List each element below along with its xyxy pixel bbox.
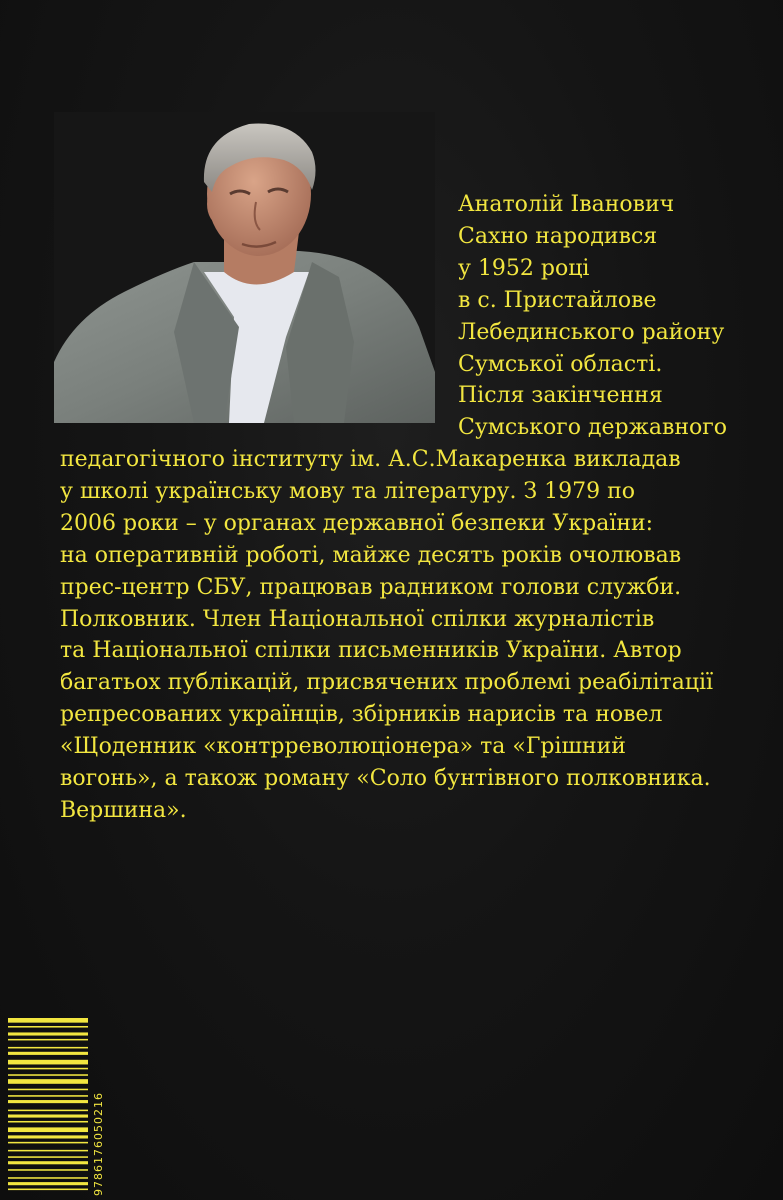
barcode-bar <box>8 1068 88 1070</box>
barcode-bar <box>8 1060 88 1065</box>
bio-line: на оперативній роботі, майже десять років очолював <box>60 542 682 568</box>
bio-line: багатьох публікацій, присвячених проблемі реабілітації <box>60 670 714 696</box>
bio-line: прес-центр СБУ, працював радником голови служби. <box>60 574 682 600</box>
barcode-bars <box>8 1018 88 1190</box>
bio-line: «Щоденник «контрреволюціонера» та «Грішний <box>60 734 626 760</box>
barcode-bar <box>8 1127 88 1132</box>
bio-line: Анатолій Іванович <box>458 192 675 217</box>
bio-line: 2006 роки – у органах державної безпеки України: <box>60 510 654 536</box>
barcode-bar <box>8 1156 88 1158</box>
barcode-bar <box>8 1189 88 1191</box>
barcode-bar <box>8 1121 88 1123</box>
barcode-bar <box>8 1135 88 1138</box>
bio-line: у школі українську мову та літературу. З 1979 по <box>60 478 636 504</box>
bio-line: Сахно народився <box>458 223 658 249</box>
barcode-bar <box>8 1115 88 1118</box>
bio-line: педагогічного інституту ім. А.С.Макаренка викладав <box>60 447 681 472</box>
barcode-bar <box>8 1182 88 1185</box>
isbn-number: 9786176050216 <box>92 1092 105 1196</box>
bio-line: вогонь», а також роману «Соло бунтівного полковника. <box>60 766 711 792</box>
barcode-bar <box>8 1089 88 1091</box>
bio-line: Лебединського району <box>458 319 725 345</box>
bio-line: у 1952 році <box>458 255 590 281</box>
bio-line: репресованих українців, збірників нарисів та новел <box>60 702 663 728</box>
bio-line: Після закінчення <box>458 383 663 409</box>
barcode-bar <box>8 1018 88 1023</box>
bio-line: Сумського державного <box>458 415 728 441</box>
barcode-bar <box>8 1095 88 1097</box>
barcode-bar <box>8 1177 88 1179</box>
author-photo <box>54 112 435 423</box>
bio-line: та Національної спілки письменників України. Автор <box>60 638 682 664</box>
barcode-bar <box>8 1079 88 1084</box>
bio-line: Полковник. Член Національної спілки журналістів <box>60 606 655 632</box>
bio-text-beside-photo <box>458 189 727 444</box>
bio-line: Сумської області. <box>458 351 663 377</box>
barcode-bar <box>8 1142 88 1144</box>
barcode-bar <box>8 1032 88 1035</box>
bio-text-below-photo <box>60 444 713 827</box>
barcode-bar <box>8 1169 88 1171</box>
barcode-bar <box>8 1026 88 1028</box>
barcode-bar <box>8 1161 88 1164</box>
bio-line: в с. Пристайлове <box>458 287 657 313</box>
barcode-bar <box>8 1074 88 1076</box>
barcode-bar <box>8 1039 88 1041</box>
barcode-bar <box>8 1100 88 1103</box>
barcode-bar <box>8 1052 88 1055</box>
barcode-bar <box>8 1150 88 1152</box>
barcode-bar <box>8 1047 88 1049</box>
barcode-bar <box>8 1110 88 1112</box>
bio-line: Вершина». <box>60 797 187 823</box>
